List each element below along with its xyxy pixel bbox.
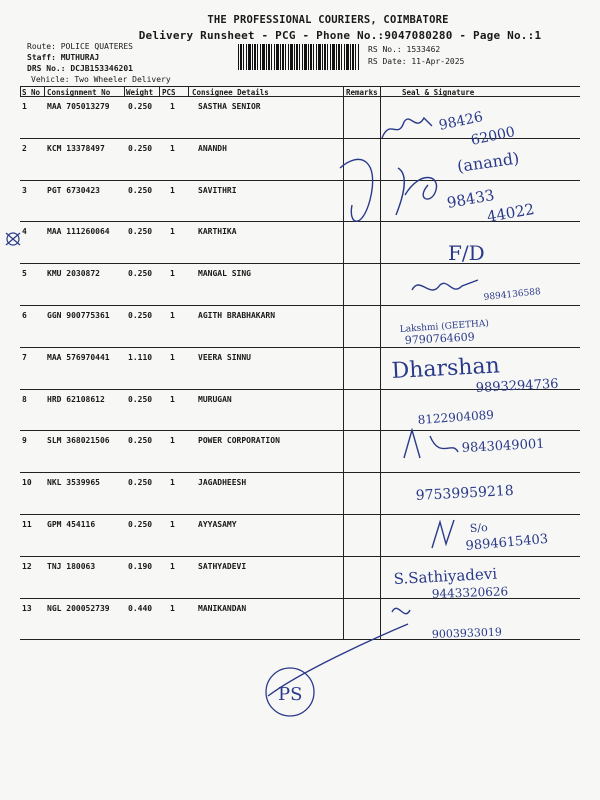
row-weight: 1.110 [128,352,153,362]
row-pcs: 1 [170,478,175,488]
row-pcs: 1 [170,603,175,613]
col-header-seal-signature: Seal & Signature [402,88,475,97]
row-consignment-no: MAA 576970441 [47,352,110,362]
handwritten-phone-row3b: 44022 [485,199,536,226]
handwritten-name-row6: Lakshmi (GEETHA) [399,318,490,335]
handwritten-phone-row3: 98433 [445,185,496,212]
row-consignment-no: MAA 705013279 [47,102,110,111]
row-consignee-name: SAVITHRI [198,185,237,195]
col-header-consignee: Consignee Details [192,88,269,97]
handwritten-phone-row9: 9843049001 [461,436,545,456]
row-consignee-name: SATHYADEVI [198,561,247,571]
staff-line: Staff: MUTHURAJ [27,53,100,62]
row-sno: 5 [22,269,27,279]
row-sno: 13 [22,603,32,613]
col-header-sno: S No [22,88,41,97]
row-consignment-no: TNJ 180063 [47,561,96,571]
handwritten-phone-row12: 9443320626 [431,584,509,601]
row-consignee-name: MURUGAN [198,394,232,404]
row-sno: 4 [22,227,27,237]
row-consignee-name: SASTHA SENIOR [198,102,261,111]
row-weight: 0.250 [128,311,153,320]
rs-date: RS Date: 11-Apr-2025 [368,57,465,66]
row-consignment-no: PGT 6730423 [47,185,100,195]
col-header-weight: Weight [126,88,154,97]
row-pcs: 1 [170,520,175,529]
row-consignment-no: GPM 454116 [47,520,96,529]
signature-scribble [405,178,437,200]
handwritten-phone-row11: 9894615403 [465,531,549,554]
row-weight: 0.250 [128,269,153,279]
row-weight: 0.250 [128,394,153,404]
route-line: Route: POLICE QUATERES [27,42,133,51]
row-weight: 0.250 [128,520,153,529]
row-weight: 0.440 [128,603,153,613]
row-pcs: 1 [170,311,175,320]
row-consignee-name: VEERA SINNU [198,352,251,362]
handwritten-phone-row10: 97539959218 [415,482,515,504]
handwritten-name-row11: S/o [469,521,489,535]
row-consignee-name: JAGADHEESH [198,478,247,488]
row-consignment-no: KMU 2030872 [47,269,100,279]
signature-scribble [404,430,458,458]
row-consignee-name: AYYASAMY [198,520,237,529]
row-sno: 11 [22,520,32,529]
row-consignment-no: SLM 368021506 [47,436,110,446]
row-sno: 12 [22,561,32,571]
row-consignee-name: MANGAL SING [198,269,251,279]
row-weight: 0.250 [128,478,153,488]
row-consignee-name: MANIKANDAN [198,603,247,613]
row-weight: 0.250 [128,185,153,195]
signature-scribble [340,159,373,221]
col-header-remarks: Remarks [346,88,378,97]
signature-scribble [382,118,432,138]
row-consignee-name: ANANDH [198,143,227,153]
row-weight: 0.250 [128,102,153,111]
row-consignment-no: HRD 62108612 [47,394,105,404]
handwritten-mark-row4: F/D [448,241,485,265]
row-pcs: 1 [170,561,175,571]
row-weight: 0.250 [128,143,153,153]
row-sno: 8 [22,394,27,404]
row-consignee-name: AGITH BRABHAKARN [198,311,276,320]
company-title: THE PROFESSIONAL COURIERS, COIMBATORE [207,14,449,26]
row-consignee-name: POWER CORPORATION [198,436,280,446]
signature-scribble [412,280,478,290]
handwritten-phone-row7: 9893294736 [475,376,559,396]
row-weight: 0.250 [128,227,153,237]
row-sno: 1 [22,102,27,111]
handwritten-phone-row5: 9894136588 [483,287,542,303]
stamp-mark-text: PS [278,684,303,705]
row-pcs: 1 [170,436,175,446]
row-sno: 6 [22,311,27,320]
signature-scribble [396,168,404,215]
handwritten-phone-row6: 9790764609 [404,330,476,347]
cross-mark-icon [6,233,20,245]
row-pcs: 1 [170,102,175,111]
row-consignment-no: MAA 111260064 [47,227,110,237]
row-pcs: 1 [170,227,175,237]
row-consignment-no: NKL 3539965 [47,478,100,488]
row-sno: 2 [22,143,27,153]
handwritten-phone-row1: 98426 [437,109,485,134]
row-sno: 9 [22,436,27,446]
row-consignment-no: KCM 13378497 [47,143,105,153]
row-sno: 10 [22,478,32,488]
handwritten-phone-row1b: 62000 [469,124,517,149]
row-sno: 7 [22,352,27,362]
col-header-pcs: PCS [162,88,176,97]
col-header-consignment: Consignment No [47,88,111,97]
vehicle-line: Vehicle: Two Wheeler Delivery [31,75,171,84]
handwritten-name-row2: (anand) [455,148,521,176]
row-consignee-name: KARTHIKA [198,227,237,237]
row-consignment-no: NGL 200052739 [47,603,110,613]
handwritten-phone-row13: 9003933019 [431,625,503,641]
drs-value: DCJB153346201 [70,64,133,73]
drs-label: DRS No.: [27,64,66,73]
row-sno: 3 [22,185,27,195]
handwritten-name-row7: Dharshan [391,353,501,384]
row-pcs: 1 [170,143,175,153]
row-weight: 0.190 [128,561,153,571]
row-pcs: 1 [170,185,175,195]
signature-scribble [392,608,410,613]
signature-scribble [432,520,454,548]
runsheet-subtitle: Delivery Runsheet - PCG - Phone No.:9047080280 - Page No.:1 [138,29,542,42]
handwritten-phone-row8: 8122904089 [417,407,495,427]
row-pcs: 1 [170,394,175,404]
rs-number: RS No.: 1533462 [368,45,441,54]
row-weight: 0.250 [128,436,153,446]
row-consignment-no: GGN 900775361 [47,311,110,320]
row-pcs: 1 [170,269,175,279]
handwritten-name-row12: S.Sathiyadevi [393,564,498,588]
row-pcs: 1 [170,352,175,362]
